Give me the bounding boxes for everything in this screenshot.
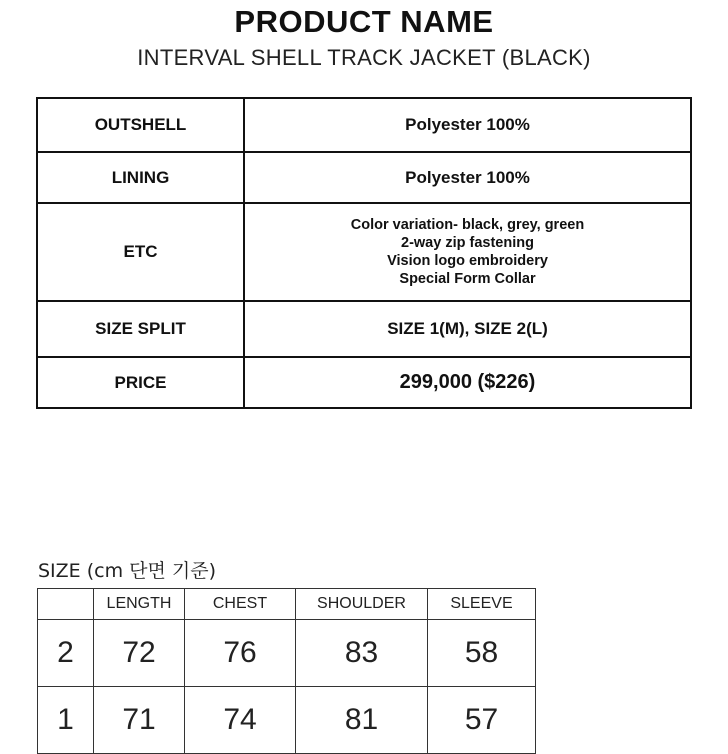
etc-line: Special Form Collar	[399, 271, 536, 287]
sleeve-cell: 57	[428, 687, 536, 754]
spec-value: Polyester 100%	[244, 98, 691, 152]
etc-line: 2-way zip fastening	[401, 235, 534, 251]
sleeve-cell: 58	[428, 620, 536, 687]
table-row	[38, 687, 536, 754]
spec-row-price	[37, 357, 691, 408]
column-header: CHEST	[185, 589, 296, 620]
size-chart-caption: SIZE (cm 단면 기준)	[38, 560, 216, 582]
spec-label: PRICE	[37, 357, 244, 408]
spec-value-etc	[244, 203, 691, 301]
spec-row-lining	[37, 152, 691, 203]
column-header: SHOULDER	[296, 589, 428, 620]
spec-value: 299,000 ($226)	[244, 357, 691, 408]
spec-row-etc	[37, 203, 691, 301]
spec-row-outshell	[37, 98, 691, 152]
spec-value: SIZE 1(M), SIZE 2(L)	[244, 301, 691, 357]
table-row	[38, 620, 536, 687]
spec-label: LINING	[37, 152, 244, 203]
column-header: LENGTH	[94, 589, 185, 620]
size-chart-table	[37, 588, 536, 754]
chest-cell: 74	[185, 687, 296, 754]
spec-row-size-split	[37, 301, 691, 357]
spec-value: Polyester 100%	[244, 152, 691, 203]
spec-table	[36, 97, 692, 409]
etc-line: Vision logo embroidery	[387, 253, 548, 269]
page-title: PRODUCT NAME	[234, 4, 494, 39]
size-cell: 1	[38, 687, 94, 754]
chest-cell: 76	[185, 620, 296, 687]
product-subtitle: INTERVAL SHELL TRACK JACKET (BLACK)	[137, 45, 591, 70]
size-chart-header	[38, 589, 536, 620]
shoulder-cell: 83	[296, 620, 428, 687]
etc-line: Color variation- black, grey, green	[350, 217, 585, 233]
shoulder-cell: 81	[296, 687, 428, 754]
column-header	[38, 589, 94, 620]
spec-label: OUTSHELL	[37, 98, 244, 152]
length-cell: 72	[94, 620, 185, 687]
spec-label: ETC	[37, 203, 244, 301]
column-header: SLEEVE	[428, 589, 536, 620]
length-cell: 71	[94, 687, 185, 754]
spec-label: SIZE SPLIT	[37, 301, 244, 357]
size-cell: 2	[38, 620, 94, 687]
